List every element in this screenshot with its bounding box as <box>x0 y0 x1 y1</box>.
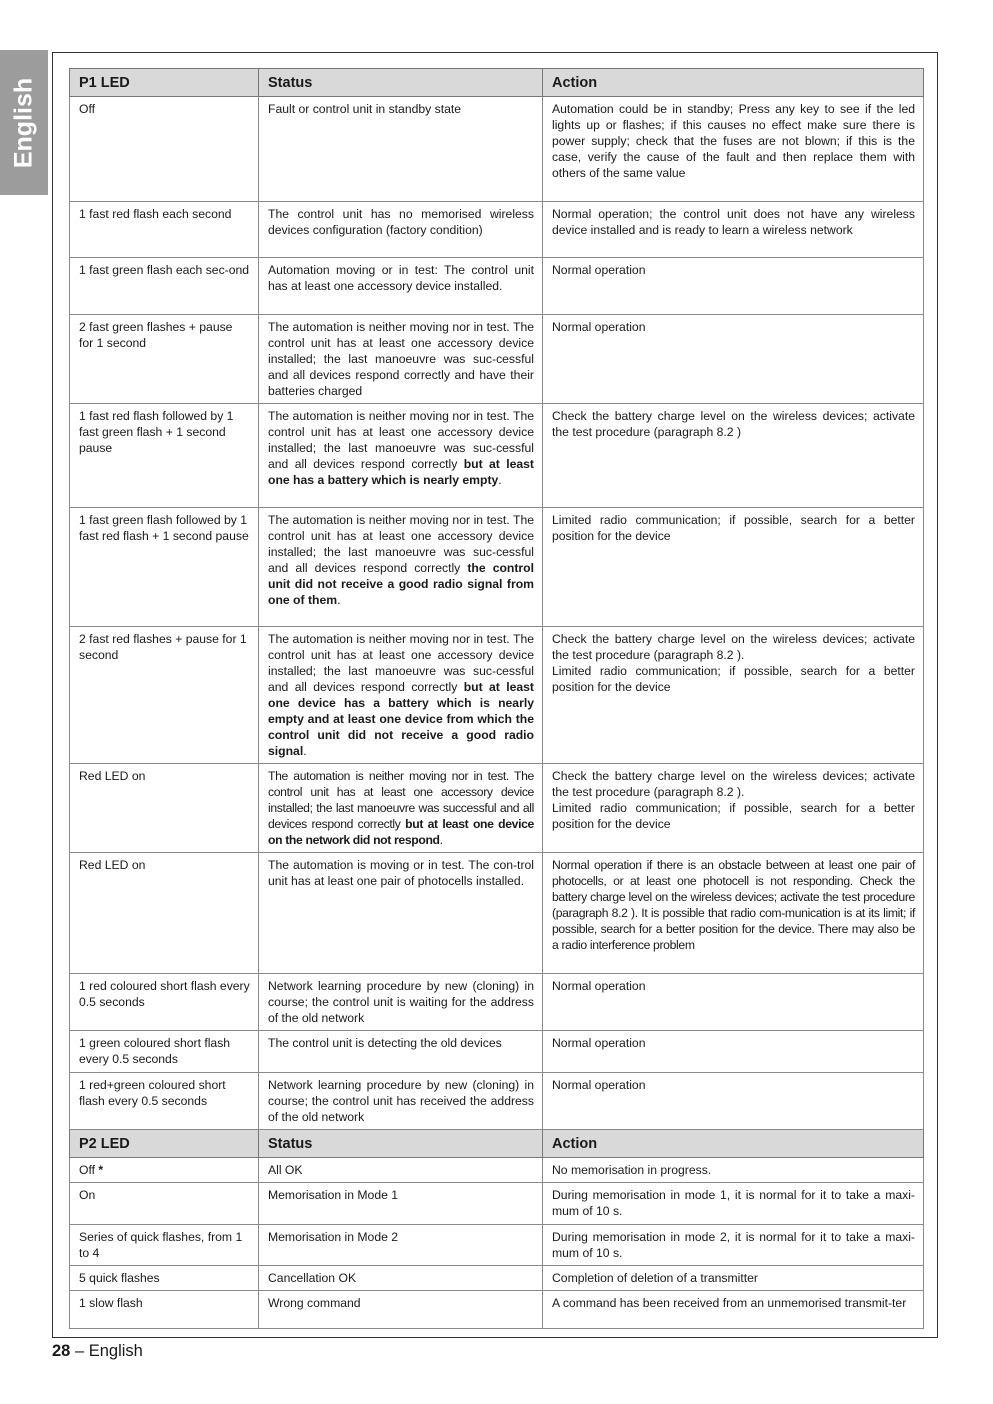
status-cell: The automation is neither moving nor in test. The control unit has at least one accessory device installed; the last manoeuvre was suc-cessful and all devices respond correctly and have their batteries charged <box>259 315 543 404</box>
status-cell: Automation moving or in test: The control unit has at least one accessory device installed. <box>259 258 543 315</box>
column-header-led: P2 LED <box>70 1130 259 1158</box>
column-header-action: Action <box>543 1130 924 1158</box>
column-header-led: P1 LED <box>70 69 259 97</box>
table-row <box>70 1266 924 1291</box>
status-emphasis: but at least one device has a battery which is nearly empty and at least one device from which the control unit did not receive a good radio signal <box>268 680 534 758</box>
action-cell: Normal operation <box>543 315 924 404</box>
column-header-action: Action <box>543 69 924 97</box>
action-cell: Normal operation; the control unit does not have any wireless device installed and is ready to learn a wireless network <box>543 202 924 258</box>
action-cell: During memorisation in mode 2, it is normal for it to take a maxi-mum of 10 s. <box>543 1225 924 1266</box>
table-row <box>70 404 924 508</box>
led-cell: 1 red coloured short flash every 0.5 seconds <box>70 974 259 1031</box>
table-row <box>70 853 924 974</box>
footer-separator: – <box>70 1342 89 1360</box>
column-header-status: Status <box>259 1130 543 1158</box>
status-text: The automation is neither moving nor in test. The control unit has at least one accessory device installed; the last manoeuvre was suc-cessful and all devices respond correctly <box>268 513 534 575</box>
table-row <box>70 1158 924 1183</box>
action-cell <box>543 764 924 853</box>
action-cell: Automation could be in standby; Press any key to see if the led lights up or flashes; if this causes no effect make sure there is power supply; check that the fuses are not blown; if this is the case, verify the cause of the fault and then replace them with others of the same value <box>543 97 924 202</box>
led-status-table <box>69 68 924 1329</box>
led-cell: Red LED on <box>70 764 259 853</box>
table-row <box>70 202 924 258</box>
status-text: The automation is neither moving nor in test. The control unit has at least one accessory device installed; the last manoeuvre was successful and all devices respond correctly <box>268 769 534 831</box>
led-cell: 2 fast green flashes + pause for 1 second <box>70 315 259 404</box>
status-emphasis: but at least one has a battery which is nearly empty <box>268 457 534 487</box>
table-row <box>70 508 924 627</box>
action-line: Limited radio communication; if possible, search for a better position for the device <box>552 664 915 694</box>
led-cell: 5 quick flashes <box>70 1266 259 1291</box>
table-row <box>70 764 924 853</box>
table-row <box>70 1291 924 1329</box>
table-row <box>70 97 924 202</box>
status-cell: Wrong command <box>259 1291 543 1329</box>
status-cell: All OK <box>259 1158 543 1183</box>
led-cell: 1 fast red flash each second <box>70 202 259 258</box>
led-cell: On <box>70 1183 259 1225</box>
status-cell: Fault or control unit in standby state <box>259 97 543 202</box>
led-cell: Series of quick flashes, from 1 to 4 <box>70 1225 259 1266</box>
status-cell <box>259 764 543 853</box>
status-cell: Memorisation in Mode 1 <box>259 1183 543 1225</box>
status-text-end: . <box>498 473 502 487</box>
led-cell: 2 fast red flashes + pause for 1 second <box>70 627 259 764</box>
action-cell: During memorisation in mode 1, it is normal for it to take a maxi-mum of 10 s. <box>543 1183 924 1225</box>
led-cell: 1 slow flash <box>70 1291 259 1329</box>
table-row <box>70 315 924 404</box>
status-cell <box>259 508 543 627</box>
action-cell: Normal operation <box>543 258 924 315</box>
status-cell: Cancellation OK <box>259 1266 543 1291</box>
table-row <box>70 974 924 1031</box>
table-row <box>70 627 924 764</box>
status-cell <box>259 627 543 764</box>
status-emphasis: but at least one device on the network did not respond <box>268 817 534 847</box>
action-cell: A command has been received from an unmemorised transmit-ter <box>543 1291 924 1329</box>
status-cell: The control unit is detecting the old devices <box>259 1031 543 1073</box>
status-emphasis: the control unit did not receive a good radio signal from one of them <box>268 561 535 607</box>
table-row <box>70 1031 924 1073</box>
action-cell: Check the battery charge level on the wireless devices; activate the test procedure (paragraph 8.2 ) <box>543 404 924 508</box>
action-cell <box>543 627 924 764</box>
action-cell: Normal operation if there is an obstacle between at least one pair of photocells, or at least one photocell is not responding. Check the battery charge level on the wireless devices; activate the test procedure (paragraph 8.2 ). It is possible that radio com-munication is at its limit; if possible, search for a better position for the device. There may also be a radio interference problem <box>543 853 924 974</box>
status-cell: Network learning procedure by new (cloning) in course; the control unit is waiting for the address of the old network <box>259 974 543 1031</box>
p1-header-row <box>70 69 924 97</box>
led-cell: 1 fast red flash followed by 1 fast green flash + 1 second pause <box>70 404 259 508</box>
status-text: The automation is neither moving nor in test. The control unit has at least one accessory device installed; the last manoeuvre was suc-cessful and all devices respond correctly <box>268 409 534 471</box>
status-text-end: . <box>303 744 307 758</box>
action-cell: Normal operation <box>543 1073 924 1130</box>
side-tab-label: English <box>9 77 38 168</box>
page-number: 28 <box>52 1342 71 1360</box>
footer-language: English <box>88 1342 143 1360</box>
status-text-end: . <box>337 593 341 607</box>
page-footer <box>52 1342 143 1361</box>
led-cell: 1 fast green flash each sec-ond <box>70 258 259 315</box>
action-cell: Completion of deletion of a transmitter <box>543 1266 924 1291</box>
p2-header-row <box>70 1130 924 1158</box>
action-line: Check the battery charge level on the wireless devices; activate the test procedure (paragraph 8.2 ). <box>552 632 915 662</box>
action-line: Limited radio communication; if possible, search for a better position for the device <box>552 801 915 831</box>
action-cell: Normal operation <box>543 1031 924 1073</box>
led-cell: 1 red+green coloured short flash every 0.5 seconds <box>70 1073 259 1130</box>
led-cell: 1 green coloured short flash every 0.5 seconds <box>70 1031 259 1073</box>
status-cell <box>259 404 543 508</box>
action-cell: Normal operation <box>543 974 924 1031</box>
status-cell: The automation is moving or in test. The con-trol unit has at least one pair of photocells installed. <box>259 853 543 974</box>
status-cell: The control unit has no memorised wireless devices configuration (factory condition) <box>259 202 543 258</box>
action-line: Check the battery charge level on the wireless devices; activate the test procedure (paragraph 8.2 ). <box>552 769 915 799</box>
led-cell: Red LED on <box>70 853 259 974</box>
table-row <box>70 1183 924 1225</box>
table-row <box>70 258 924 315</box>
language-side-tab <box>0 50 48 195</box>
led-cell: 1 fast green flash followed by 1 fast red flash + 1 second pause <box>70 508 259 627</box>
led-cell <box>70 1158 259 1183</box>
status-cell: Memorisation in Mode 2 <box>259 1225 543 1266</box>
table-row <box>70 1225 924 1266</box>
table-row <box>70 1073 924 1130</box>
footnote-mark: * <box>95 1163 104 1177</box>
led-cell: Off <box>70 97 259 202</box>
status-cell: Network learning procedure by new (cloning) in course; the control unit has received the address of the old network <box>259 1073 543 1130</box>
action-cell: No memorisation in progress. <box>543 1158 924 1183</box>
led-text: Off <box>79 1163 96 1177</box>
status-text: The automation is neither moving nor in test. The control unit has at least one accessory device installed; the last manoeuvre was suc-cessful and all devices respond correctly <box>268 632 534 694</box>
column-header-status: Status <box>259 69 543 97</box>
action-cell: Limited radio communication; if possible, search for a better position for the device <box>543 508 924 627</box>
status-text-end: . <box>439 833 443 847</box>
